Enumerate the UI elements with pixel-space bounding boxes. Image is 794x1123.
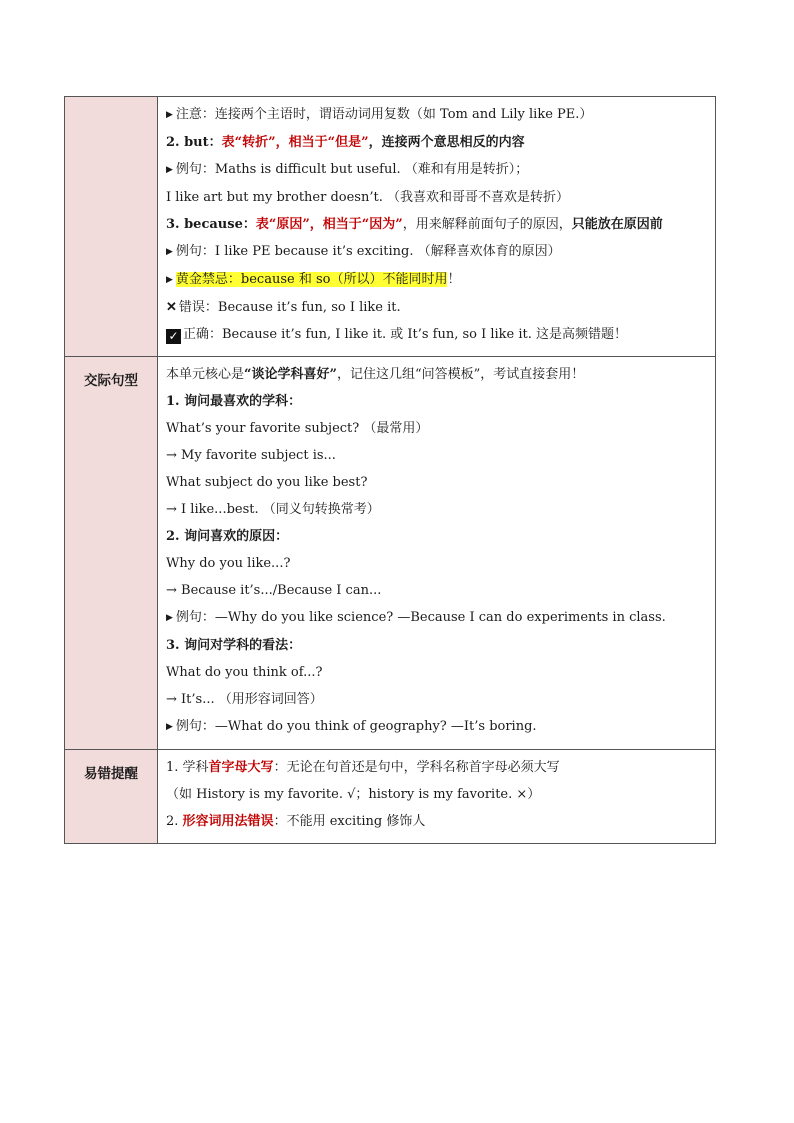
triangle-bullet-icon: ▶ [166,165,173,175]
triangle-bullet-icon: ▶ [166,247,173,257]
pattern-line: → I like...best. （同义句转换常考） [166,502,380,517]
intro-line: 本单元核心是“谈论学科喜好”，记住这几组“问答模板”，考试直接套用！ [166,367,585,382]
row-label-empty [65,97,158,357]
pattern-line: What do you think of...? [166,665,323,680]
triangle-bullet-icon: ▶ [166,613,173,623]
but-example-1: ▶ 例句：Maths is difficult but useful. （难和有用是转折）； [166,162,529,177]
mistake-line: 2. 形容词用法错误：不能用 exciting 修饰人 [166,814,426,829]
but-heading: 2. but：表“转折”，相当于“但是”，连接两个意思相反的内容 [166,135,525,150]
pattern-heading: 3. 询问对学科的看法： [166,638,302,653]
mistake-line: （如 History is my favorite. √；history is my favorite. ×） [166,787,541,802]
table-row [65,357,716,750]
notes-table [64,96,716,844]
pattern-line: → Because it’s.../Because I can... [166,583,382,598]
mistake-line: 1. 学科首字母大写：无论在句首还是句中，学科名称首字母必须大写 [166,760,560,775]
conjunction-content [158,97,716,357]
note-line: ▶ 注意：连接两个主语时，谓语动词用复数（如 Tom and Lily like PE.） [166,107,593,122]
pattern-line: → My favorite subject is... [166,448,336,463]
sentence-patterns-content [158,357,716,750]
right-example: ✓ 正确：Because it’s fun, I like it. 或 It’s fun, so I like it. 这是高频错题！ [166,325,707,345]
because-heading: 3. because：表“原因”，相当于“因为”，用来解释前面句子的原因，只能放在原因前 [166,217,663,232]
check-icon: ✓ [166,329,181,344]
cross-icon: ✕ [166,300,177,315]
table-row [65,750,716,844]
row-label: 易错提醒 [65,750,158,844]
pattern-heading: 1. 询问最喜欢的学科： [166,394,302,409]
row-label: 交际句型 [65,357,158,750]
wrong-example: ✕ 错误：Because it’s fun, so I like it. [166,300,401,315]
triangle-bullet-icon: ▶ [166,110,173,120]
common-mistakes-content [158,750,716,844]
triangle-bullet-icon: ▶ [166,275,173,285]
but-example-2: I like art but my brother doesn’t. （我喜欢和哥哥不喜欢是转折） [166,190,569,205]
because-example: ▶ 例句：I like PE because it’s exciting. （解释喜欢体育的原因） [166,244,561,259]
table-row [65,97,716,357]
triangle-bullet-icon: ▶ [166,722,173,732]
pattern-line: What’s your favorite subject? （最常用） [166,421,429,436]
golden-rule: ▶ 黄金禁忌：because 和 so（所以）不能同时用！ [166,272,461,287]
pattern-line: → It’s... （用形容词回答） [166,692,323,707]
pattern-line: What subject do you like best? [166,475,368,490]
pattern-line: Why do you like...? [166,556,291,571]
pattern-example: ▶ 例句：—Why do you like science? —Because I can do experiments in class. [166,610,666,625]
pattern-example: ▶ 例句：—What do you think of geography? —It’s boring. [166,719,537,734]
pattern-heading: 2. 询问喜欢的原因： [166,529,289,544]
